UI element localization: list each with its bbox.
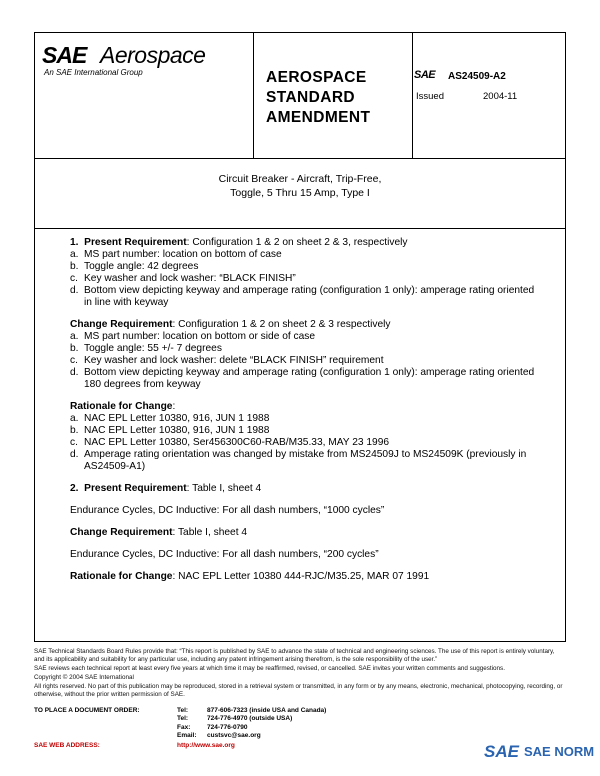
logo-subtitle: An SAE International Group — [44, 68, 143, 77]
list-item: b. NAC EPL Letter 10380, 916, JUN 1 1988 — [70, 425, 270, 436]
s2-rationale: Rationale for Change: NAC EPL Letter 10380 444-RJC/M35.25, MAR 07 1991 — [70, 571, 430, 582]
document-title: Circuit Breaker - Aircraft, Trip-Free, Toggle, 5 Thru 15 Amp, Type I — [218, 173, 382, 199]
document-type: AEROSPACE STANDARD AMENDMENT — [266, 69, 371, 126]
s2-change-body: Endurance Cycles, DC Inductive: For all dash numbers, “200 cycles” — [70, 549, 379, 560]
aerospace-logo-text: Aerospace — [100, 42, 206, 68]
list-item: a. MS part number: location on bottom of case — [70, 249, 282, 260]
divider — [412, 32, 413, 158]
s2-present-body: Endurance Cycles, DC Inductive: For all dash numbers, “1000 cycles” — [70, 505, 385, 516]
sae-mini-logo: SAE — [414, 69, 436, 81]
list-item: c. Key washer and lock washer: “BLACK FINISH” — [70, 273, 296, 284]
list-item: b. Toggle angle: 55 +/- 7 degrees — [70, 343, 222, 354]
issued-label: Issued — [416, 91, 444, 102]
web-address-label: SAE WEB ADDRESS: — [34, 742, 100, 749]
s1-change-list — [70, 331, 540, 391]
s1-rationale-list — [70, 413, 540, 473]
list-item: b. Toggle angle: 42 degrees — [70, 261, 199, 272]
list-item: d. Amperage rating orientation was changed by mistake from MS24509J to MS24509K (previously in AS24509-A1) — [70, 449, 527, 472]
divider — [34, 228, 566, 229]
list-item: c. NAC EPL Letter 10380, Ser456300C60-RAB/M35.33, MAY 23 1996 — [70, 437, 390, 448]
s2-present-heading: 2. Present Requirement: Table I, sheet 4 — [70, 483, 262, 494]
legal-footer: SAE Technical Standards Board Rules provide that: “This report is published by SAE to advance the state of technical and engineering sciences. The use of this report is entirely voluntary, and its applicability and suitability for any particular use, including any patent infringement arising therefrom, is the sole responsibility of the user.” SAE reviews each technical report at least every five years at which time it may be reaffirmed, revised, or cancelled. SAE invites your written comments and suggestions. Copyright © 2004 SAE International All rights reserved. No part of this publication may be reproduced, stored in a retrieval system or transmitted, in any form or by any means, electronic, mechanical, photocopying, recording, or otherwise, without the prior written permission of SAE. — [34, 648, 563, 698]
list-item: a. NAC EPL Letter 10380, 916, JUN 1 1988 — [70, 413, 270, 424]
s1-change-heading: Change Requirement: Configuration 1 & 2 on sheet 2 & 3 respectively — [70, 319, 391, 330]
email-link[interactable]: custsvc@sae.org — [207, 732, 261, 740]
list-item: c. Key washer and lock washer: delete “BLACK FINISH” requirement — [70, 355, 384, 366]
sae-norm-logo: SAE — [484, 742, 519, 761]
order-label: TO PLACE A DOCUMENT ORDER: — [34, 707, 140, 714]
amendment-body — [70, 237, 540, 583]
divider — [253, 32, 254, 158]
document-number: AS24509-A2 — [448, 71, 506, 82]
list-item: d. Bottom view depicting keyway and amperage rating (configuration 1 only): amperage rating oriented in line with keyway — [70, 285, 535, 308]
web-address-link[interactable]: http://www.sae.org — [177, 742, 235, 749]
s1-present-heading: 1. Present Requirement: Configuration 1 & 2 on sheet 2 & 3, respectively — [70, 237, 408, 248]
sae-logo: SAE — [42, 42, 87, 68]
s1-rationale-heading: Rationale for Change: — [70, 401, 176, 412]
order-contacts: Tel: 877-606-7323 (inside USA and Canada) Tel: 724-776-4970 (outside USA) Fax: 724-776-0790 Email: custsvc@sae.org — [177, 707, 327, 740]
list-item: d. Bottom view depicting keyway and amperage rating (configuration 1 only): amperage rating oriented 180 degrees from keyway — [70, 367, 535, 390]
divider — [34, 158, 566, 159]
s2-change-heading: Change Requirement: Table I, sheet 4 — [70, 527, 248, 538]
list-item: a. MS part number: location on bottom or side of case — [70, 331, 316, 342]
issued-date: 2004-11 — [483, 91, 518, 102]
s1-present-list — [70, 249, 540, 309]
sae-norm-text: SAE NORM — [524, 744, 595, 759]
